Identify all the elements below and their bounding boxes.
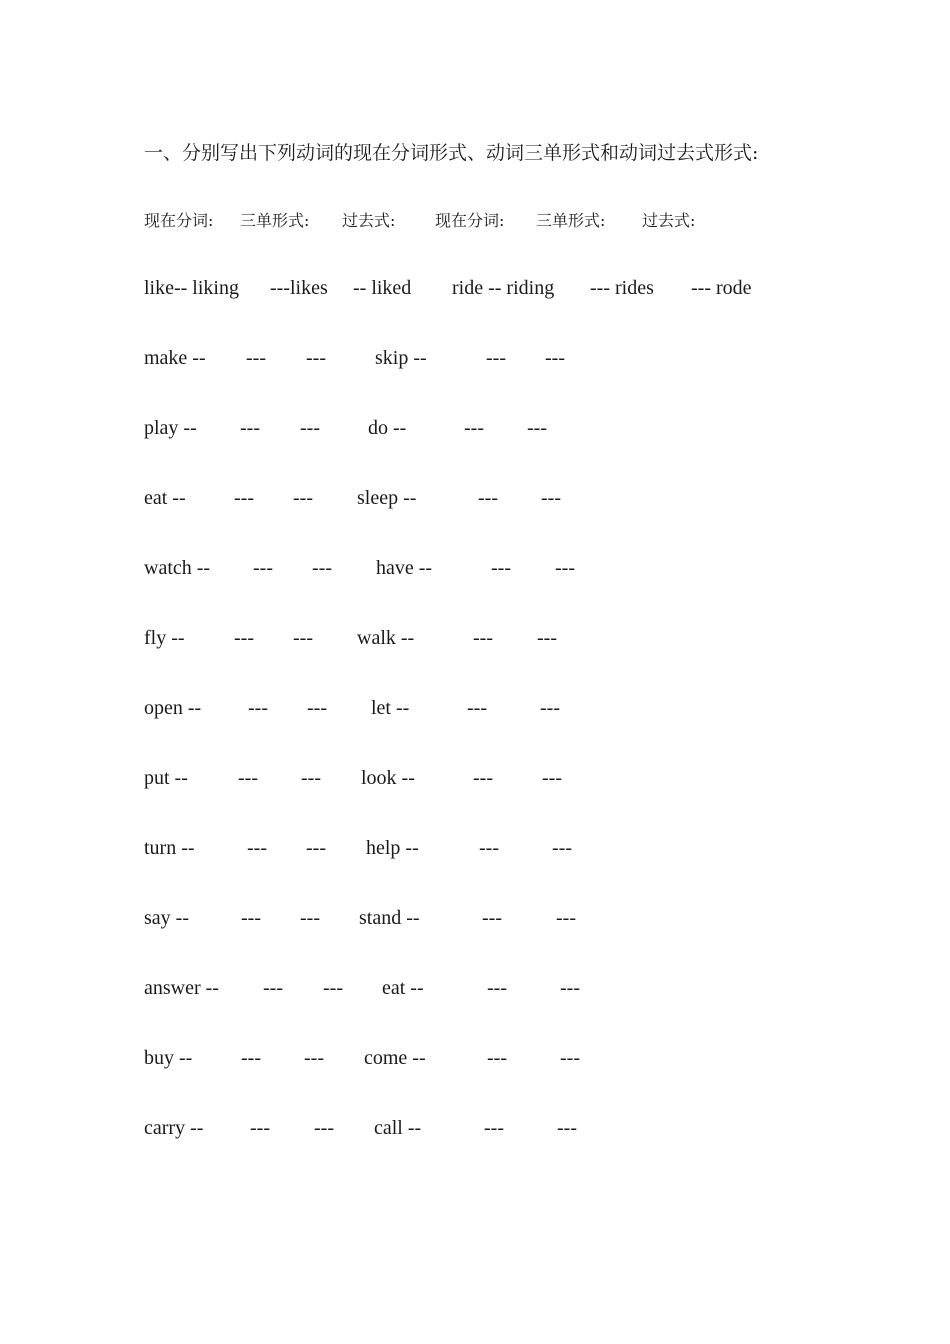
cell-third-person-2: --- [491, 557, 511, 579]
cell-third-person-1: --- [234, 487, 254, 509]
verb-row [0, 1117, 950, 1147]
verb-row [0, 837, 950, 867]
cell-past-tense-2: --- [560, 1047, 580, 1069]
cell-third-person-1: --- [250, 1117, 270, 1139]
verb-row [0, 347, 950, 377]
verb-row [0, 487, 950, 517]
cell-past-tense-1: --- [314, 1117, 334, 1139]
cell-third-person-2: --- [482, 907, 502, 929]
cell-third-person-1: --- [241, 1047, 261, 1069]
cell-past-tense-1: --- [304, 1047, 324, 1069]
verb-row [0, 907, 950, 937]
cell-past-tense-2: --- [556, 907, 576, 929]
cell-past-tense-2: --- [540, 697, 560, 719]
cell-past-tense-1: --- [312, 557, 332, 579]
cell-present-participle-1: watch -- [144, 557, 211, 579]
cell-past-tense-1: --- [301, 767, 321, 789]
cell-third-person-2: --- [486, 347, 506, 369]
cell-third-person-1: --- [253, 557, 273, 579]
cell-past-tense-2: --- [541, 487, 561, 509]
cell-third-person-2: --- [479, 837, 499, 859]
header-present-participle-2: 现在分词: [435, 211, 505, 230]
cell-third-person-2: --- [487, 1047, 507, 1069]
cell-past-tense-2: --- [560, 977, 580, 999]
cell-past-tense-1: --- [306, 347, 326, 369]
verb-row [0, 697, 950, 727]
verb-row [0, 417, 950, 447]
header-present-participle-1: 现在分词: [144, 211, 214, 230]
cell-present-participle-1: buy -- [144, 1047, 193, 1069]
cell-present-participle-1: answer -- [144, 977, 219, 999]
exercise-title: 一、分别写出下列动词的现在分词形式、动词三单形式和动词过去式形式: [144, 142, 759, 164]
cell-present-participle-2: stand -- [359, 907, 420, 929]
verb-row [0, 627, 950, 657]
cell-third-person-1: --- [234, 627, 254, 649]
cell-present-participle-2: skip -- [375, 347, 427, 369]
cell-present-participle-2: walk -- [357, 627, 415, 649]
cell-present-participle-1: make -- [144, 347, 206, 369]
cell-third-person-2: --- [467, 697, 487, 719]
cell-present-participle-2: ride -- riding [452, 277, 555, 299]
verb-row [0, 277, 950, 307]
verb-row [0, 1047, 950, 1077]
cell-present-participle-2: sleep -- [357, 487, 417, 509]
cell-present-participle-2: look -- [361, 767, 415, 789]
cell-present-participle-1: open -- [144, 697, 202, 719]
cell-third-person-1: --- [263, 977, 283, 999]
verb-row [0, 977, 950, 1007]
cell-present-participle-2: come -- [364, 1047, 426, 1069]
header-past-tense-2: 过去式: [642, 211, 696, 230]
cell-present-participle-1: like-- liking [144, 277, 239, 299]
cell-third-person-1: --- [248, 697, 268, 719]
cell-past-tense-2: --- [527, 417, 547, 439]
header-third-person-1: 三单形式: [240, 211, 310, 230]
cell-present-participle-1: say -- [144, 907, 189, 929]
cell-third-person-2: --- [478, 487, 498, 509]
cell-present-participle-1: fly -- [144, 627, 185, 649]
cell-present-participle-1: put -- [144, 767, 188, 789]
cell-past-tense-1: --- [306, 837, 326, 859]
cell-present-participle-2: have -- [376, 557, 433, 579]
cell-third-person-2: --- [487, 977, 507, 999]
cell-past-tense-2: --- [555, 557, 575, 579]
cell-past-tense-1: --- [300, 907, 320, 929]
cell-present-participle-2: do -- [368, 417, 407, 439]
cell-past-tense-1: -- liked [353, 277, 412, 299]
cell-past-tense-2: --- rode [691, 277, 752, 299]
cell-past-tense-2: --- [557, 1117, 577, 1139]
cell-third-person-1: --- [247, 837, 267, 859]
cell-third-person-1: --- [238, 767, 258, 789]
cell-present-participle-1: turn -- [144, 837, 195, 859]
cell-present-participle-2: let -- [371, 697, 410, 719]
cell-third-person-1: --- [246, 347, 266, 369]
cell-present-participle-2: help -- [366, 837, 419, 859]
cell-third-person-2: --- rides [590, 277, 654, 299]
cell-past-tense-2: --- [542, 767, 562, 789]
header-third-person-2: 三单形式: [536, 211, 606, 230]
cell-present-participle-1: play -- [144, 417, 197, 439]
cell-third-person-1: --- [240, 417, 260, 439]
cell-third-person-1: --- [241, 907, 261, 929]
cell-past-tense-1: --- [300, 417, 320, 439]
cell-present-participle-2: call -- [374, 1117, 422, 1139]
cell-third-person-1: ---likes [270, 277, 328, 299]
cell-past-tense-1: --- [323, 977, 343, 999]
cell-past-tense-2: --- [537, 627, 557, 649]
cell-third-person-2: --- [484, 1117, 504, 1139]
verb-row [0, 557, 950, 587]
header-past-tense-1: 过去式: [342, 211, 396, 230]
cell-past-tense-1: --- [293, 627, 313, 649]
cell-present-participle-2: eat -- [382, 977, 424, 999]
cell-present-participle-1: eat -- [144, 487, 186, 509]
cell-past-tense-1: --- [307, 697, 327, 719]
cell-third-person-2: --- [473, 627, 493, 649]
cell-past-tense-2: --- [552, 837, 572, 859]
cell-past-tense-1: --- [293, 487, 313, 509]
verb-row [0, 767, 950, 797]
cell-present-participle-1: carry -- [144, 1117, 204, 1139]
cell-past-tense-2: --- [545, 347, 565, 369]
cell-third-person-2: --- [473, 767, 493, 789]
cell-third-person-2: --- [464, 417, 484, 439]
